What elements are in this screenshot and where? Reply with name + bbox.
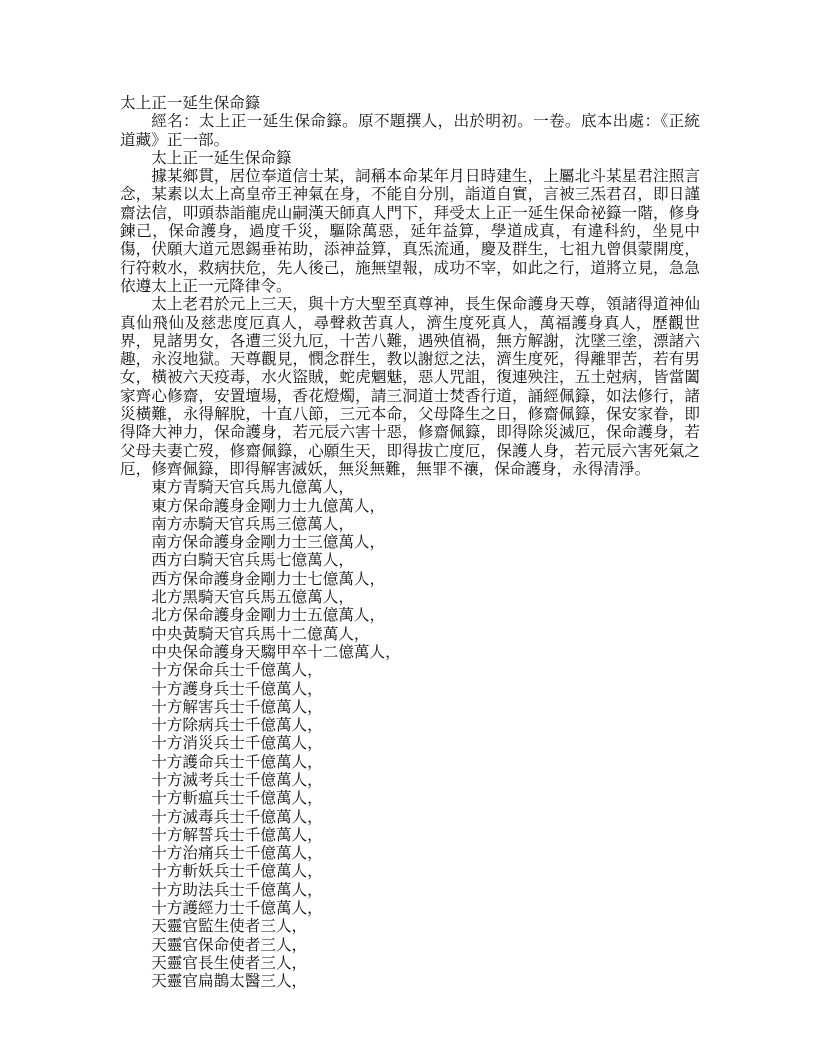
paragraph: 據某鄉貫，居位奉道信士某，詞稱本命某年月日時建生，上屬北斗某星君注照言念，某素以太上高皇帝王神氣在身，不能自分別，詣道自實，言被三炁君召，即日謹齋法信，叩頭恭詣龍虎山嗣漢天師真人門下，拜受太上正一延生保命祕籙一階，修身鍊己，保命護身，過度千災，驅除萬惡，延年益算，學道成真，有違科約，坐見中傷，伏願大道元恩錫垂祐助，添神益算，真炁流通，慶及群生，七祖九曾俱蒙開度，行符敕水，救病扶危，先人後己，施無望報，成功不宰，如此之行，道將立見，急急依遵太上正一元降律令。 (120, 167, 700, 295)
document-title: 太上正一延生保命籙 (120, 94, 261, 112)
list-item: 中央保命護身天騶甲卒十二億萬人， (151, 642, 401, 661)
list-item: 十方護命兵士千億萬人， (151, 752, 323, 771)
list-item: 天靈官長生使者三人， (151, 953, 308, 972)
list-item: 南方赤騎天官兵馬三億萬人， (151, 514, 354, 533)
paragraph: 太上老君於元上三天，與十方大聖至真尊神，長生保命護身天尊，領諸得道神仙真仙飛仙及慈悲度厄真人，尋聲救苦真人，濟生度死真人，萬福護身真人，歷觀世界，見諸男女，各遭三災九厄，十苦八難，遇殃值禍，無方解謝，沈墜三塗，漂諸六趣，永沒地獄。天尊觀見，憫念群生，教以謝愆之法，濟生度死，得離罪苦，若有男女，橫被六天疫毒，水火盜賊，蛇虎魍魅，惡人咒詛，復連殃注，五土尅病，皆當闔家齊心修齋，安置壇場，香花燈燭，請三洞道士焚香行道，誦經佩籙，如法修行，諸災橫難，永得解脫，十直八節，三元本命，父母降生之日，修齋佩籙，保安家眷，即得降大神力，保命護身，若元辰六害十惡，修齋佩籙，即得除災滅厄，保命護身，若父母夫妻亡歿，修齋佩籙，心願生天，即得拔亡度厄，保護人身，若元辰六害死氣之厄，修齊佩籙，即得解害滅妖，無災無難，無罪不禳，保命護身，永得清淨。 (120, 295, 700, 478)
document-subtitle: 太上正一延生保命籙 (151, 148, 292, 167)
list-item: 十方護身兵士千億萬人， (151, 679, 323, 698)
list-item: 十方消災兵士千億萬人， (151, 734, 323, 753)
list-item: 十方護經力士千億萬人， (151, 899, 323, 918)
list-item: 西方保命護身金剛力士七億萬人， (151, 569, 386, 588)
list-item: 西方白騎天官兵馬七億萬人， (151, 551, 354, 570)
list-item: 十方治痛兵士千億萬人， (151, 844, 323, 863)
list-item: 北方保命護身金剛力士五億萬人， (151, 606, 386, 625)
list-item: 天靈官扁鵲太醫三人， (151, 972, 308, 991)
list-item: 南方保命護身金剛力士三億萬人， (151, 533, 386, 552)
list-item: 天靈官保命使者三人， (151, 935, 308, 954)
list-item: 十方斬妖兵士千億萬人， (151, 862, 323, 881)
list-item: 十方滅考兵士千億萬人， (151, 770, 323, 789)
list-item: 北方黑騎天官兵馬五億萬人， (151, 588, 354, 607)
list-item: 十方滅毒兵士千億萬人， (151, 807, 323, 826)
deity-list (120, 478, 700, 990)
list-item: 十方解害兵士千億萬人， (151, 697, 323, 716)
list-item: 十方保命兵士千億萬人， (151, 661, 323, 680)
list-item: 天靈官監生使者三人， (151, 917, 308, 936)
list-item: 十方助法兵士千億萬人， (151, 880, 323, 899)
list-item: 東方保命護身金剛力士九億萬人， (151, 496, 386, 515)
list-item: 十方解誓兵士千億萬人， (151, 825, 323, 844)
document-page (120, 94, 700, 991)
list-item: 東方青騎天官兵馬九億萬人， (151, 478, 354, 497)
list-item: 十方除病兵士千億萬人， (151, 716, 323, 735)
list-item: 中央黃騎天官兵馬十二億萬人， (151, 624, 370, 643)
list-item: 十方斬瘟兵士千億萬人， (151, 789, 323, 808)
document-meta: 經名：太上正一延生保命籙。原不題撰人，出於明初。一卷。底本出處：《正統道藏》正一部。 (120, 112, 700, 149)
